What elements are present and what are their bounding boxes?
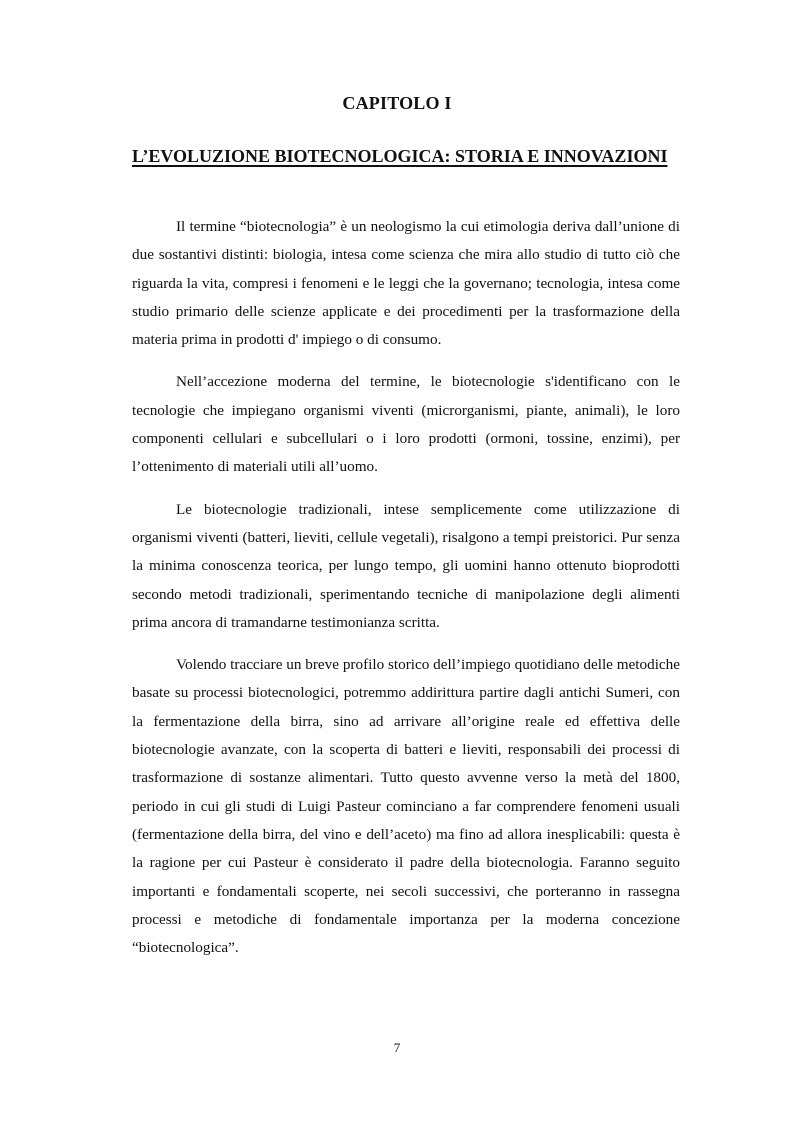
paragraph-1: Il termine “biotecnologia” è un neologismo la cui etimologia deriva dall’unione di due sostantivi distinti: biologia, intesa come scienza che mira allo studio di tutto ciò che riguarda la vita, compresi i fenomeni e le leggi che la governano; tecnologia, intesa come studio primario delle scienze applicate e dei procedimenti per la trasformazione della materia prima in prodotti d' impiego o di consumo. <box>132 218 680 349</box>
chapter-label: CAPITOLO I <box>342 93 452 113</box>
body-text <box>132 213 680 976</box>
page-number: 7 <box>393 1040 401 1055</box>
paragraph-3: Le biotecnologie tradizionali, intese semplicemente come utilizzazione di organismi viventi (batteri, lieviti, cellule vegetali), risalgono a tempi preistorici. Pur senza la minima conoscenza teorica, per lungo tempo, gli uomini hanno ottenuto bioprodotti secondo metodi tradizionali, sperimentando tecniche di manipolazione degli alimenti prima ancora di tramandarne testimonianza scritta. <box>132 500 680 631</box>
paragraph-2: Nell’accezione moderna del termine, le biotecnologie s'identificano con le tecnologie che impiegano organismi viventi (microrganismi, piante, animali), le loro componenti cellulari e subcellulari o i loro prodotti (ormoni, tossine, enzimi), per l’ottenimento di materiali utili all’uomo. <box>132 373 680 476</box>
paragraph-4: Volendo tracciare un breve profilo storico dell’impiego quotidiano delle metodiche basate su processi biotecnologici, potremmo addirittura partire dagli antichi Sumeri, con la fermentazione della birra, sino ad arrivare all’origine reale ed effettiva delle biotecnologie avanzate, con la scoperta di batteri e lieviti, responsabili dei processi di trasformazione di sostanze alimentari. Tutto questo avvenne verso la metà del 1800, periodo in cui gli studi di Luigi Pasteur cominciano a far comprendere fenomeni usuali (fermentazione della birra, del vino e dell’aceto) ma fino ad allora inesplicabili: questa è la ragione per cui Pasteur è considerato il padre della biotecnologia. Faranno seguito importanti e fondamentali scoperte, nei secoli successivi, che porteranno in rassegna processi e metodiche di fondamentale importanza per la moderna concezione “biotecnologica”. <box>132 656 680 957</box>
chapter-title: L’EVOLUZIONE BIOTECNOLOGICA: STORIA E INNOVAZIONI <box>132 146 668 166</box>
